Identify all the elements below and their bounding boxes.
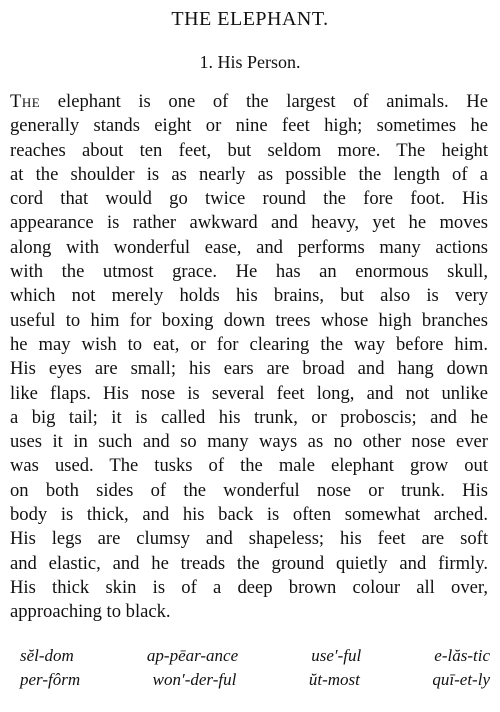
body-paragraph: [10, 90, 488, 625]
vocabulary-list: [20, 646, 490, 694]
paragraph-line: body is thick, and his back is often somewhat arched.: [10, 504, 488, 526]
vocabulary-word: won′-der-ful: [152, 670, 237, 689]
vocabulary-word: sĕl-dom: [20, 646, 74, 665]
paragraph-line: a big tail; it is called his trunk, or proboscis; and he: [10, 406, 488, 428]
paragraph-line: His eyes are small; his ears are broad and hang down: [10, 358, 488, 380]
vocabulary-word: e-lăs-tic: [434, 646, 490, 665]
vocabulary-word: ap-pēar-ance: [146, 646, 239, 665]
paragraph-line: reaches about ten feet, but seldom more. The height: [10, 139, 488, 161]
paragraph-line: he may wish to eat, or for clearing the way before him.: [10, 333, 488, 355]
paragraph-line: His legs are clumsy and shapeless; his feet are soft: [10, 528, 488, 550]
lead-word: The: [10, 91, 41, 112]
paragraph-line: at the shoulder is as nearly as possible the length of a: [10, 163, 488, 185]
vocabulary-row: [20, 646, 490, 670]
vocabulary-row: [20, 670, 490, 694]
chapter-title: THE ELEPHANT.: [171, 8, 329, 30]
section-heading: 1. His Person.: [199, 52, 301, 72]
paragraph-line: uses it in such and so many ways as no other nose ever: [10, 431, 488, 453]
paragraph-line: appearance is rather awkward and heavy, yet he moves: [10, 212, 488, 234]
paragraph-line: on both sides of the wonderful nose or trunk. His: [10, 479, 488, 501]
paragraph-line: His thick skin is of a deep brown colour all over,: [10, 576, 488, 598]
paragraph-line: like flaps. His nose is several feet long, and not unlike: [10, 382, 488, 404]
paragraph-line: useful to him for boxing down trees whose high branches: [10, 309, 488, 331]
vocabulary-word: per-fôrm: [20, 670, 81, 689]
paragraph-line: approaching to black.: [10, 601, 171, 623]
paragraph-line: The elephant is one of the largest of animals. He: [10, 91, 488, 112]
paragraph-line: and elastic, and he treads the ground quietly and firmly.: [10, 552, 488, 574]
paragraph-line: with the utmost grace. He has an enormous skull,: [10, 261, 488, 283]
paragraph-line: was used. The tusks of the male elephant grow out: [10, 455, 488, 477]
vocabulary-word: use′-ful: [311, 646, 362, 665]
vocabulary-word: quī-et-ly: [432, 670, 490, 689]
vocabulary-word: ŭt-most: [308, 670, 360, 689]
paragraph-line: which not merely holds his brains, but also is very: [10, 285, 488, 307]
paragraph-line: generally stands eight or nine feet high; sometimes he: [10, 115, 488, 137]
paragraph-line: cord that would go twice round the fore foot. His: [10, 188, 488, 210]
paragraph-line: along with wonderful ease, and performs many actions: [10, 236, 488, 258]
